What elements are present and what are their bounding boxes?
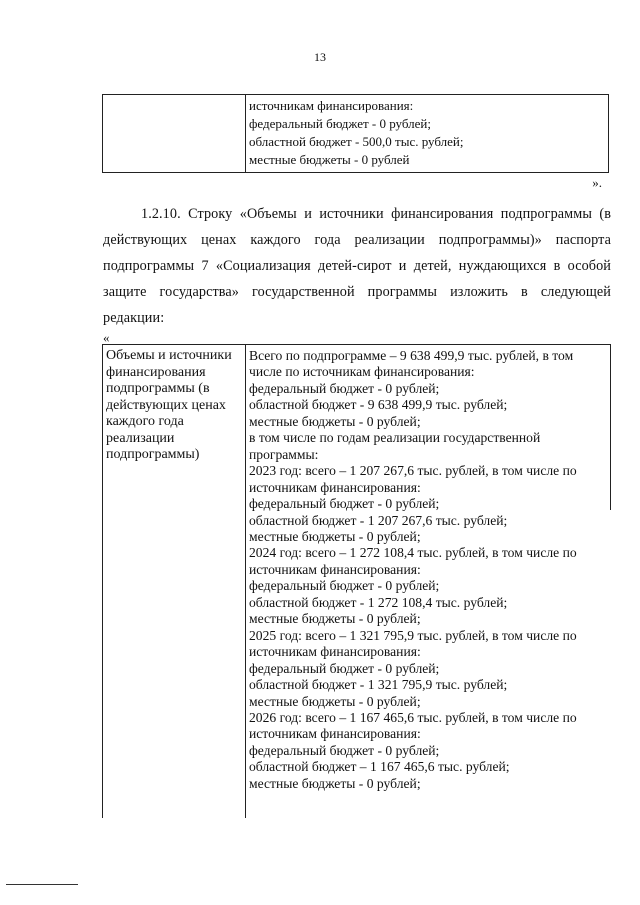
funding-line: областной бюджет - 1 207 267,6 тыс. рублей; bbox=[249, 512, 508, 528]
funding-line: федеральный бюджет - 0 рублей; bbox=[249, 380, 440, 396]
funding-line: источникам финансирования: bbox=[249, 561, 421, 577]
closing-quote: ». bbox=[592, 175, 602, 190]
cell-line: областной бюджет - 500,0 тыс. рублей; bbox=[249, 134, 464, 149]
funding-line: источникам финансирования: bbox=[249, 644, 421, 660]
footnote-rule bbox=[6, 884, 78, 885]
funding-line: областной бюджет - 1 321 795,9 тыс. рублей; bbox=[249, 677, 508, 693]
amendment-paragraph: 1.2.10. Строку «Объемы и источники финансирования подпрограммы (в действующих ценах каждого года реализации подпрограммы)» паспорта подпрограммы 7 «Социализация детей-сирот и детей, нуждающихся в особой защите государства» государственной программы изложить в следующей редакции: bbox=[103, 206, 611, 326]
funding-line: 2024 год: всего – 1 272 108,4 тыс. рублей, в том числе по bbox=[249, 545, 577, 561]
funding-line: местные бюджеты - 0 рублей; bbox=[249, 775, 421, 791]
funding-table bbox=[102, 344, 611, 818]
funding-line: источникам финансирования: bbox=[249, 479, 421, 495]
funding-line: областной бюджет – 1 167 465,6 тыс. рублей; bbox=[249, 759, 510, 775]
cell-line: источникам финансирования: bbox=[249, 98, 414, 113]
funding-line: федеральный бюджет - 0 рублей; bbox=[249, 660, 440, 676]
funding-line: местные бюджеты - 0 рублей; bbox=[249, 693, 421, 709]
funding-details-cell bbox=[249, 348, 609, 792]
funding-line: Всего по подпрограмме – 9 638 499,9 тыс. рублей, в том bbox=[249, 348, 574, 363]
funding-line: областной бюджет - 1 272 108,4 тыс. рублей; bbox=[249, 594, 508, 610]
funding-line: источникам финансирования: bbox=[249, 726, 421, 742]
cell-line: федеральный бюджет - 0 рублей; bbox=[249, 116, 431, 131]
funding-line: числе по источникам финансирования: bbox=[249, 364, 475, 380]
funding-line: федеральный бюджет - 0 рублей; bbox=[249, 742, 440, 758]
table-right-border bbox=[610, 345, 611, 510]
funding-line: программы: bbox=[249, 446, 319, 462]
continuation-cell bbox=[249, 97, 604, 169]
cell-line: местные бюджеты - 0 рублей bbox=[249, 152, 410, 167]
funding-line: местные бюджеты - 0 рублей; bbox=[249, 528, 421, 544]
funding-line: федеральный бюджет - 0 рублей; bbox=[249, 496, 440, 512]
continuation-table bbox=[102, 94, 609, 173]
funding-line: в том числе по годам реализации государственной bbox=[249, 430, 541, 446]
funding-line: 2025 год: всего – 1 321 795,9 тыс. рублей, в том числе по bbox=[249, 627, 577, 643]
funding-line: 2023 год: всего – 1 207 267,6 тыс. рублей, в том числе по bbox=[249, 463, 577, 479]
funding-line: местные бюджеты - 0 рублей; bbox=[249, 611, 421, 627]
funding-line: федеральный бюджет - 0 рублей; bbox=[249, 578, 440, 594]
table-column-divider bbox=[245, 95, 246, 172]
funding-line: местные бюджеты - 0 рублей; bbox=[249, 413, 421, 429]
funding-line: областной бюджет - 9 638 499,9 тыс. рублей; bbox=[249, 397, 508, 413]
row-label-cell: Объемы и источники финансирования подпрограммы (в действующих ценах каждого года реализации подпрограммы) bbox=[106, 348, 232, 462]
page-number: 13 bbox=[314, 50, 326, 64]
funding-line: 2026 год: всего – 1 167 465,6 тыс. рублей, в том числе по bbox=[249, 709, 577, 725]
opening-quote: « bbox=[103, 330, 110, 345]
table-column-divider bbox=[245, 345, 246, 818]
